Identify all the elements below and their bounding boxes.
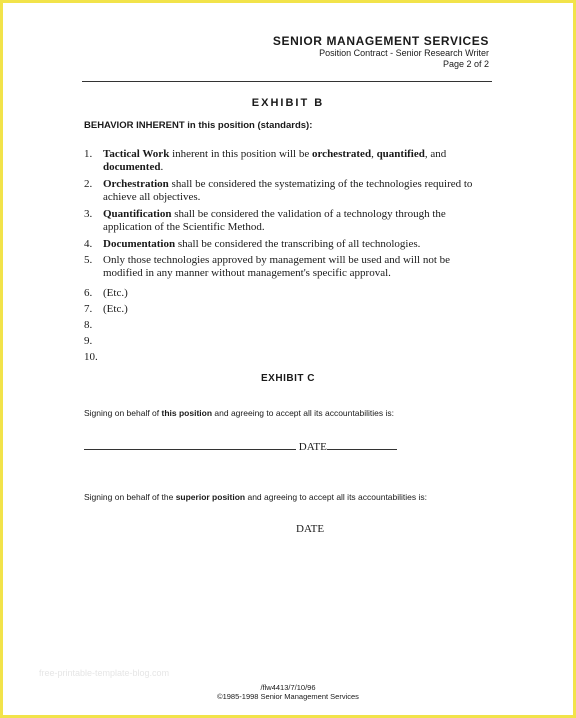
item-text-part: shall be considered the transcribing of all technologies. [175,238,421,250]
standards-list [84,148,484,367]
contract-title: Position Contract - Senior Research Writer [319,48,489,58]
item-bold-term: Tactical Work [103,148,170,160]
list-item [84,319,484,335]
standards-pre: BEHAVIOR INHERENT [84,120,188,131]
statement-post: and agreeing to accept all its accountabilities is: [245,492,428,502]
page-number: Page 2 of 2 [442,59,489,69]
footer-code: /flw4413/7/10/96 [260,683,316,692]
item-bold-term: quantified [376,148,425,160]
item-number: 3. [84,208,93,220]
list-item [84,351,484,367]
item-text: (Etc.) [103,287,128,299]
statement-pre: Signing on behalf of [84,408,162,418]
signature-statement-this-position [84,408,394,418]
signature-line-row [84,439,397,453]
item-text: (Etc.) [103,303,128,315]
header-divider [82,81,492,82]
item-text [103,238,484,251]
item-bold-term: orchestrated [312,148,372,160]
statement-post: and agreeing to accept all its accountabilities is: [212,408,394,418]
item-text-part: inherent in this position will be [169,148,312,160]
item-bold-term: Documentation [103,238,176,250]
item-number: 2. [84,178,93,190]
item-text-part: shall be considered the validation of a technology through the application of the Scientific Method. [103,208,446,233]
standards-heading [84,120,312,131]
footer [3,683,573,701]
list-item [84,208,484,238]
item-number: 7. [84,303,93,315]
statement-bold: superior position [175,492,246,502]
standards-em: in this position [187,120,255,131]
item-number: 9. [84,335,93,347]
footer-copyright: ©1985-1998 Senior Management Services [217,692,359,701]
item-number: 5. [84,254,93,266]
list-item [84,335,484,351]
item-text-part: . [160,161,164,173]
header [273,34,489,70]
watermark: free-printable-template-blog.com [39,668,170,678]
date-label-superior: DATE [296,523,325,535]
signature-blank[interactable] [84,439,296,450]
statement-pre: Signing on behalf of the [84,492,176,502]
item-number: 10. [84,351,98,363]
item-bold-term: Orchestration [103,178,169,190]
list-item [84,303,484,319]
item-text [103,208,484,234]
item-bold-term: documented [103,161,161,173]
list-item [84,238,484,254]
exhibit-b-title: EXHIBIT B [251,97,325,109]
date-blank[interactable] [327,439,397,450]
item-text-part: , [371,148,377,160]
list-item [84,254,484,287]
list-item [84,287,484,303]
list-item [84,148,484,178]
list-item [84,178,484,208]
document-page [3,3,573,715]
item-number: 1. [84,148,93,160]
statement-bold: this position [161,408,213,418]
signature-statement-superior-position [84,492,427,502]
standards-post: (standards): [254,120,313,131]
item-text-part: shall be considered the systematizing of the technologies required to achieve all objectives. [103,178,473,203]
item-number: 4. [84,238,93,250]
item-number: 6. [84,287,93,299]
item-bold-term: Quantification [103,208,172,220]
item-text: Only those technologies approved by management will be used and will not be modified in any manner without management's specific approval. [103,254,451,279]
item-text-part: , and [424,148,447,160]
date-label: DATE [298,441,327,453]
item-number: 8. [84,319,93,331]
exhibit-c-title: EXHIBIT C [261,373,315,384]
company-name: SENIOR MANAGEMENT SERVICES [272,34,489,48]
item-text [103,178,484,204]
item-text [103,148,484,174]
